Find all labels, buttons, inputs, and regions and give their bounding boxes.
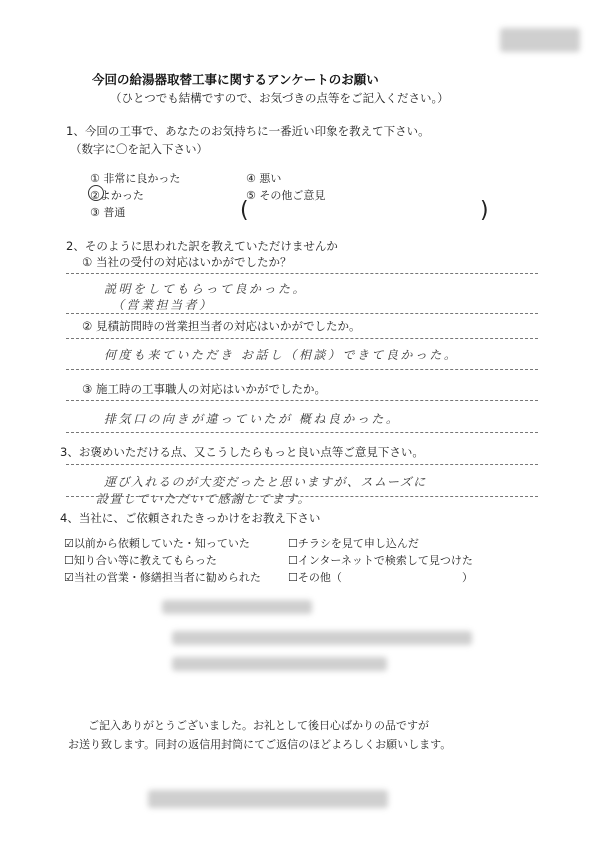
q1-other-close-paren: ) xyxy=(480,198,489,223)
redacted-customer-info xyxy=(172,631,472,645)
redacted-signature xyxy=(148,790,388,808)
q4-option-right-3[interactable]: ☐その他（ xyxy=(288,571,342,584)
q4-option-left-1[interactable]: ☑以前から依頼していた・知っていた xyxy=(64,537,250,550)
q4-other-close-paren: ） xyxy=(462,571,473,584)
divider xyxy=(66,400,538,401)
divider xyxy=(66,338,538,339)
q4-option-left-3[interactable]: ☑当社の営業・修繕担当者に勧められた xyxy=(64,571,261,584)
q4-question: 4、当社に、ご依頼されたきっかけをお教え下さい xyxy=(60,511,321,525)
footer-line1: ご記入ありがとうございました。お礼として後日心ばかりの品ですが xyxy=(88,719,429,732)
redacted-customer-info xyxy=(172,657,387,671)
q1-question: 1、今回の工事で、あなたのお気持ちに一番近い印象を教えて下さい。 xyxy=(66,124,430,138)
page-title: 今回の給湯器取替工事に関するアンケートのお願い xyxy=(92,72,379,87)
redacted-logo xyxy=(500,28,580,52)
page-subtitle: （ひとつでも結構ですので、お気づきの点等をご記入ください。） xyxy=(110,91,449,105)
q2-answer1-line1: 説明をしてもらって良かった。 xyxy=(104,282,308,296)
q4-option-right-1[interactable]: ☐チラシを見て申し込んだ xyxy=(288,537,419,550)
q1-option-4[interactable]: ④ 悪い xyxy=(246,172,282,185)
footer-line2: お送り致します。同封の返信用封筒にてご返信のほどよろしくお願いします。 xyxy=(68,738,452,751)
q4-option-right-2[interactable]: ☐インターネットで検索して見つけた xyxy=(288,554,473,567)
redacted-customer-info xyxy=(162,600,312,614)
q3-answer-line1: 運び入れるのが大変だったと思いますが、スムーズに xyxy=(104,475,427,489)
q2-sub2: ② 見積訪問時の営業担当者の対応はいかがでしたか。 xyxy=(82,319,361,333)
q2-sub3: ③ 施工時の工事職人の対応はいかがでしたか。 xyxy=(82,382,326,396)
divider xyxy=(66,313,538,314)
q2-answer2: 何度も来ていただき お話し（相談）できて良かった。 xyxy=(104,348,459,362)
q2-sub1: ① 当社の受付の対応はいかがでしたか？ xyxy=(82,255,292,269)
q4-option-left-2[interactable]: ☐知り合い等に教えてもらった xyxy=(64,554,217,567)
divider xyxy=(66,464,538,465)
q1-option-1[interactable]: ① 非常に良かった xyxy=(90,172,181,185)
q3-answer-line2: 設置していただいて感謝してます。 xyxy=(96,492,312,506)
q1-option-3[interactable]: ③ 普通 xyxy=(90,206,126,219)
q2-answer3: 排気口の向きが違っていたが 概ね良かった。 xyxy=(104,412,401,426)
q2-answer1-line2: （営業担当者） xyxy=(112,298,214,312)
q1-other-open-paren: ( xyxy=(240,198,249,223)
q1-note: （数字に〇を記入下さい） xyxy=(70,142,208,156)
selected-answer-circle xyxy=(88,185,104,201)
divider xyxy=(66,273,538,274)
divider xyxy=(66,432,538,433)
divider xyxy=(66,496,538,497)
divider xyxy=(66,369,538,370)
q2-question: 2、そのように思われた訳を教えていただけませんか xyxy=(66,239,338,253)
q3-question: 3、お褒めいただける点、又こうしたらもっと良い点等ご意見下さい。 xyxy=(60,445,424,459)
q1-option-2[interactable]: ②よかった xyxy=(90,189,144,202)
q1-option-5[interactable]: ⑤ その他ご意見 xyxy=(246,189,326,202)
